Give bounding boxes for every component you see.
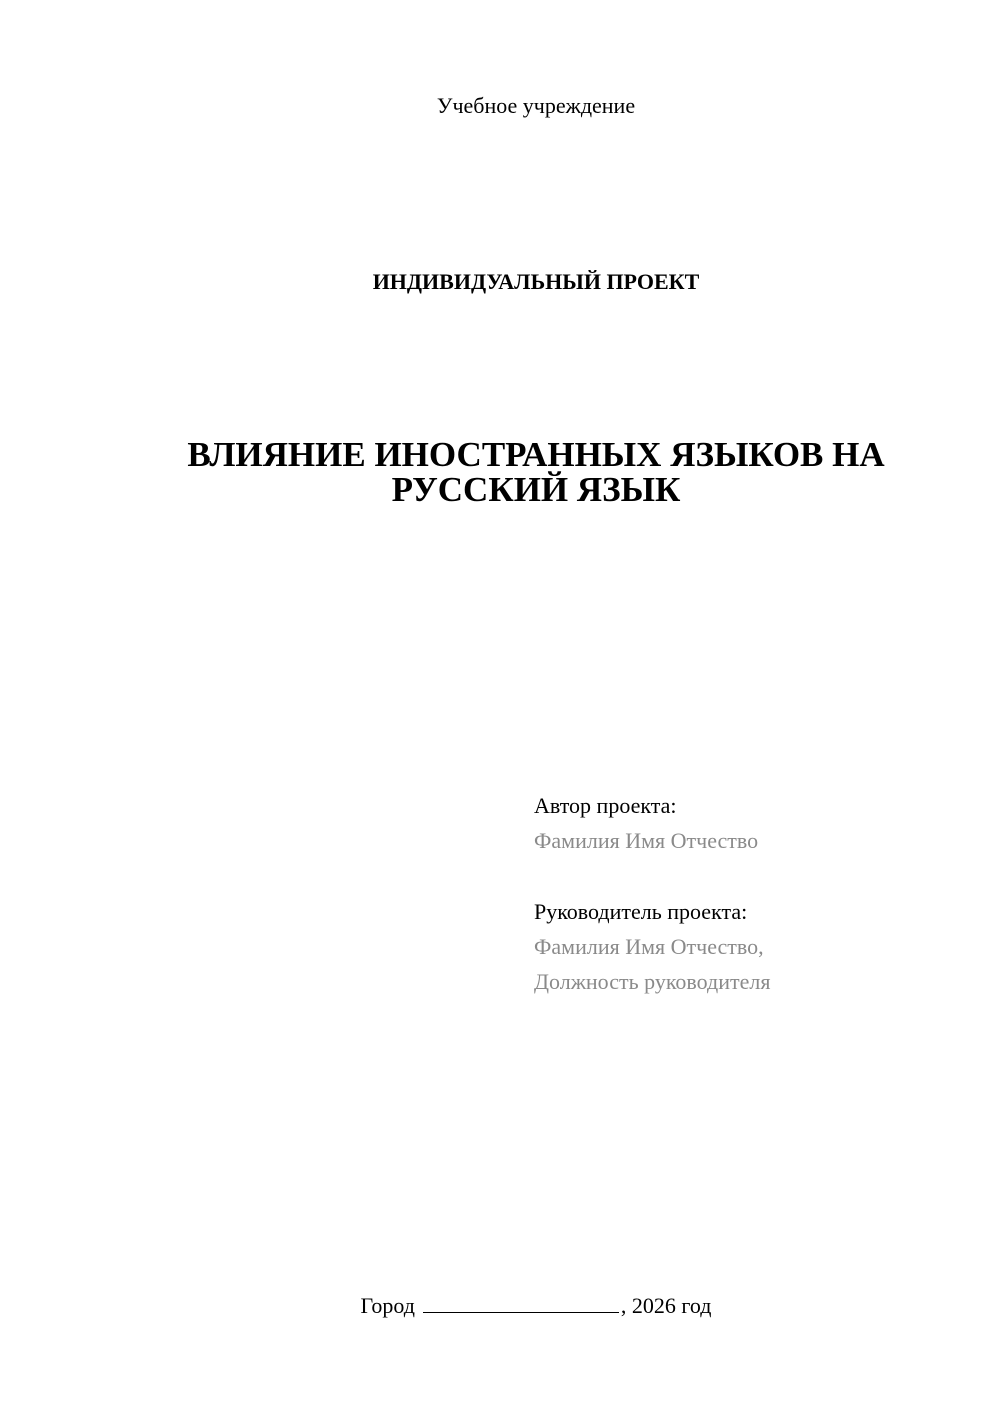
- city-year-line: [0, 1290, 1000, 1321]
- project-title-line-2: РУССКИЙ ЯЗЫК: [391, 470, 681, 509]
- project-type-heading: ИНДИВИДУАЛЬНЫЙ ПРОЕКТ: [372, 269, 700, 294]
- supervisor-position: Должность руководителя: [534, 969, 771, 994]
- supervisor-label: Руководитель проекта:: [534, 899, 748, 924]
- project-info-block: [534, 788, 974, 999]
- city-label: Город: [360, 1293, 415, 1318]
- author-name: Фамилия Имя Отчество: [534, 828, 759, 853]
- project-title-line-1: ВЛИЯНИЕ ИНОСТРАННЫХ ЯЗЫКОВ НА: [187, 435, 885, 474]
- institution-name: Учебное учреждение: [436, 93, 636, 118]
- project-title: [0, 437, 1000, 507]
- year-text: , 2026 год: [620, 1293, 712, 1318]
- author-label: Автор проекта:: [534, 793, 677, 818]
- supervisor-name: Фамилия Имя Отчество,: [534, 934, 764, 959]
- info-spacer: [534, 858, 974, 894]
- city-blank-line: [423, 1290, 619, 1313]
